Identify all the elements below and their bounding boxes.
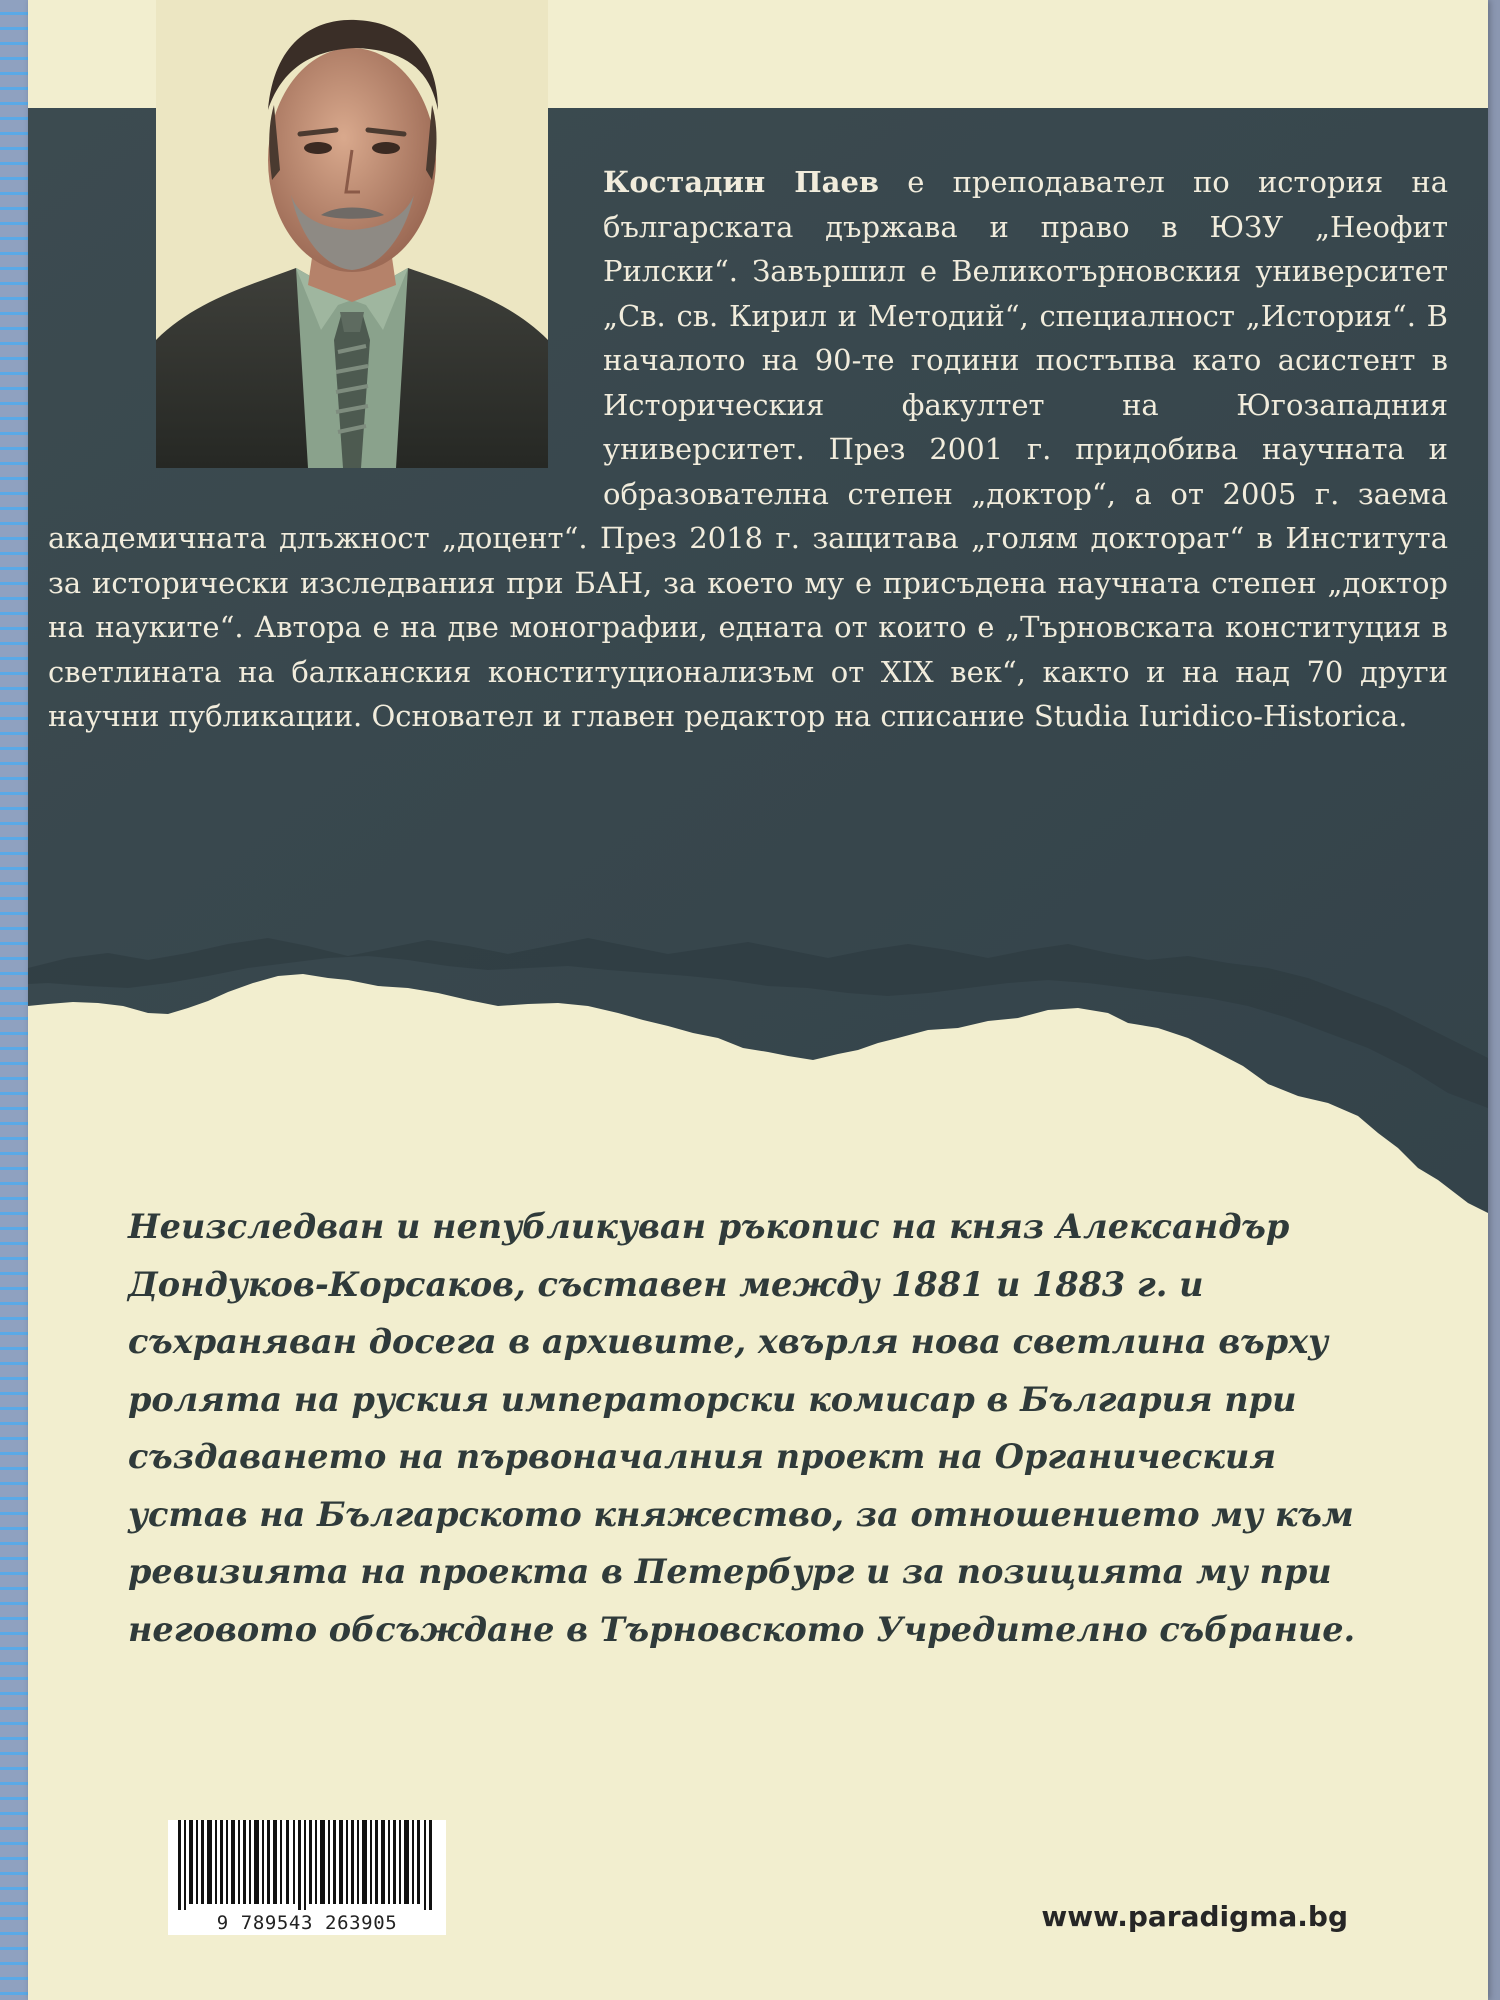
isbn-digits: 9 789543 263905 (216, 1912, 398, 1934)
lined-paper-background (0, 0, 30, 2000)
photo-wrap-spacer (48, 160, 603, 510)
author-name: Костадин Паев (603, 165, 880, 199)
book-description: Неизследван и непубликуван ръкопис на княз Александър Дондуков-Корсаков, съставен между 1881 и 1883 г. и съхраняван досега в архивите, хвърля нова светлина върху ролята на руския императорски комисар в България при създаването на първоначалния проект на Органическия устав на Българското княжество, за отношението му към ревизията на проекта в Петербург и за позицията му при неговото обсъждане в Търновското Учредително събрание. (128, 1207, 1356, 1649)
isbn-barcode (168, 1820, 446, 1935)
barcode-bars (176, 1820, 438, 1910)
author-bio-text: е преподавател по история на българската държава и право в ЮЗУ „Неофит Рилски“. Завършил е Великотърновския университет „Св. св. Кирил и Методий“, специалност „История“. В началото на 90-те години постъпва като асистент в Историческия факултет на Югозападния университет. През 2001 г. придобива научната и образователна степен „доктор“, а от 2005 г. заема академичната длъжност „доцент“. През 2018 г. защитава „голям докторат“ в Института за исторически изследвания при БАН, за което му е присъдена научната степен „доктор на науките“. Автора е на две монографии, едната от които е „Търновската конституция в светлината на балканския конституционализъм от XIX век“, както и на над 70 други научни публикации. Основател и главен редактор на списание Studia Iuridico-Historica. (48, 165, 1449, 733)
book-back-cover (28, 0, 1488, 2000)
author-bio (48, 160, 1448, 739)
publisher-website: www.paradigma.bg (1041, 1900, 1348, 1933)
